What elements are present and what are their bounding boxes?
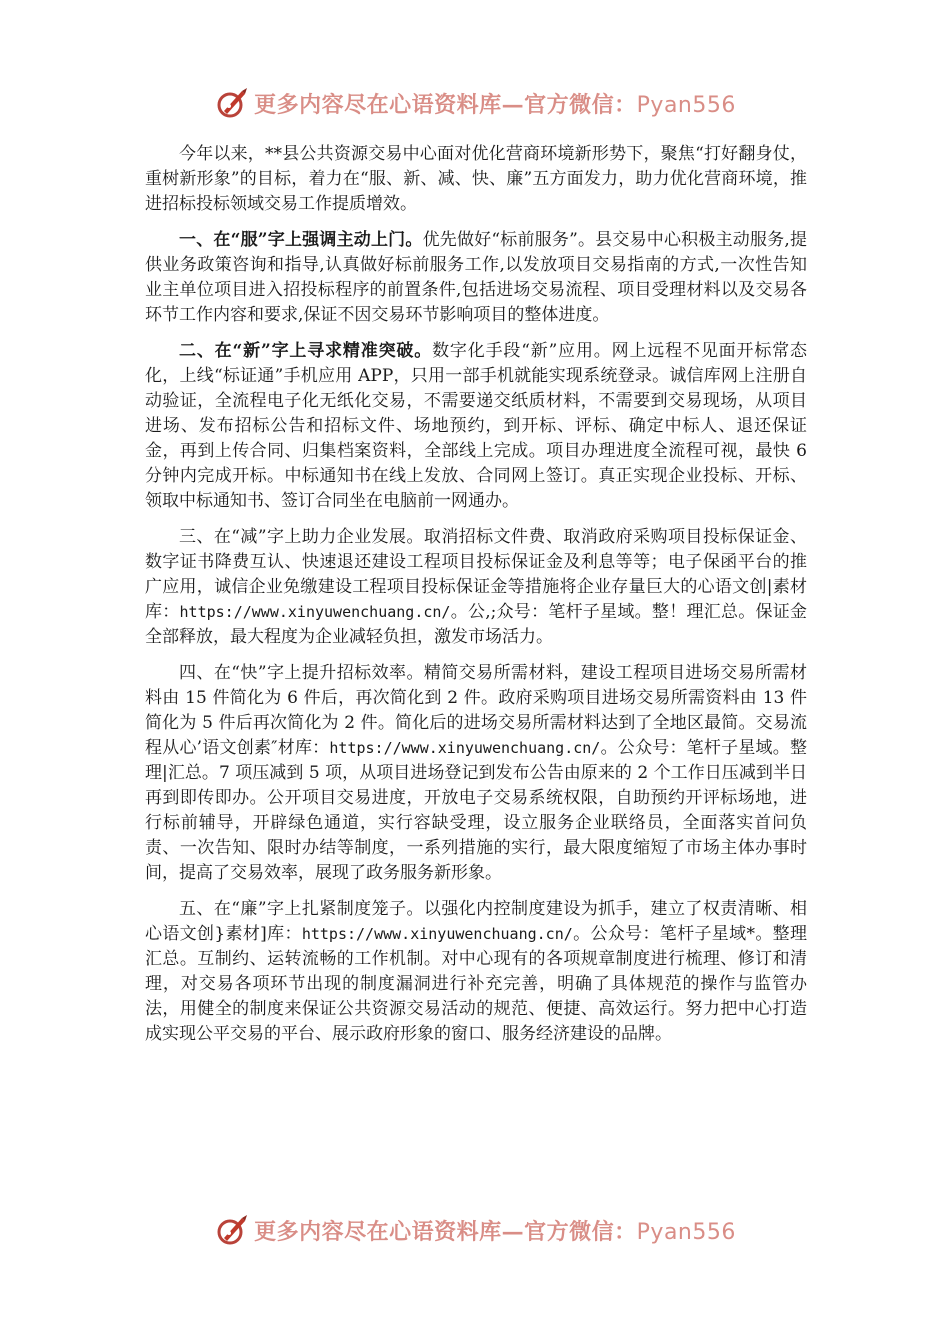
inline-url: https://www.xinyuwenchuang.cn/ bbox=[301, 925, 573, 943]
section-body: 优先做好“标前服务”。县交易中心积极主动服务,提供业务政策咨询和指导,认真做好标前服务工作,以发放项目交易指南的方式,一次性告知业主单位项目进入招投标程序的前置条件,包括进场交易流程、项目受理材料以及交易各环节工作内容和要求,保证不因交易环节影响项目的整体进度。 bbox=[145, 230, 807, 325]
section-body-part: 四、在“快”字上提升招标效率。精简交易所需材料，建设工程项目进场交易所需材料由 15 件简化为 6 件后，再次简化到 2 件。政府采购项目进场交易所需资料由 13 件简化为 5 件后再次简化为 2 件。简化后的进场交易所需材料达到了全地区最简。交易流程从心’语文创素″材库： bbox=[145, 663, 807, 758]
watermark-wechat-id: Pyan556 bbox=[636, 92, 736, 118]
watermark-wechat-label: 官方微信： bbox=[524, 91, 637, 118]
section-body-part: 五、在“廉”字上扎紧制度笼子。以强化内控制度建设为抓手，建立了权责清晰、相心语文创}素材]库： bbox=[145, 899, 807, 944]
watermark-dash: — bbox=[501, 91, 525, 118]
intro-paragraph: 今年以来，**县公共资源交易中心面对优化营商环境新形势下，聚焦“打好翻身仗，重树新形象”的目标，着力在“服、新、减、快、廉”五方面发力，助力优化营商环境，推进招标投标领域交易工作提质增效。 bbox=[145, 144, 807, 214]
section-heading: 一、在“服”字上强调主动上门。 bbox=[179, 230, 423, 250]
watermark-text bbox=[254, 1215, 736, 1246]
inline-url: https://www.xinyuwenchuang.cn/ bbox=[179, 603, 451, 621]
section-paragraph-xin bbox=[145, 339, 807, 514]
section-paragraph-kuai bbox=[145, 661, 807, 886]
section-paragraph-jian bbox=[145, 525, 807, 650]
watermark-wechat-label: 官方微信： bbox=[524, 1218, 637, 1245]
watermark-banner-top bbox=[0, 83, 950, 123]
watermark-wechat-id: Pyan556 bbox=[636, 1219, 736, 1245]
watermark-banner-bottom bbox=[0, 1210, 950, 1250]
section-body: 数字化手段“新”应用。网上远程不见面开标常态化，上线“标证通”手机应用 APP，只用一部手机就能实现系统登录。诚信库网上注册自动验证，全流程电子化无纸化交易，不需要递交纸质材料，不需要到交易现场，从项目进场、发布招标公告和招标文件、场地预约，到开标、评标、确定中标人、退还保证金，再到上传合同、归集档案资料，全部线上完成。项目办理进度全流程可视，最快 6 分钟内完成开标。中标通知书在线上发放、合同网上签订。真正实现企业投标、开标、领取中标通知书、签订合同坐在电脑前一网通办。 bbox=[145, 341, 807, 511]
inline-url: https://www.xinyuwenchuang.cn/ bbox=[329, 739, 601, 757]
section-paragraph-lian bbox=[145, 897, 807, 1047]
section-body-part: 。公众号：笔杆子星域*。整理汇总。互制约、运转流畅的工作机制。对中心现有的各项规章制度进行梳理、修订和清理，对交易各项环节出现的制度漏洞进行补充完善，明确了具体规范的操作与监管办法，用健全的制度来保证公共资源交易活动的规范、便捷、高效运行。努力把中心打造成实现公平交易的平台、展示政府形象的窗口、服务经济建设的品牌。 bbox=[145, 924, 807, 1044]
section-body-part: 三、在“减”字上助力企业发展。取消招标文件费、取消政府采购项目投标保证金、数字证书降费互认、快速退还建设工程项目投标保证金及利息等等；电子保函平台的推广应用，诚信企业免缴建设工程项目投标保证金等措施将企业存量巨大的心语文创|素材库： bbox=[145, 527, 807, 622]
section-body-part: 。公众号：笔杆子星域。整理|汇总。7 项压减到 5 项，从项目进场登记到发布公告由原来的 2 个工作日压减到半日再到即传即办。公开项目交易进度，开放电子交易系统权限，自助预约开评标场地，进行标前辅导，开辟绿色通道，实行容缺受理，设立服务企业联络员，全面落实首问负责、一次告知、限时办结等制度，一系列措施的实行，最大限度缩短了市场主体办事时间，提高了交易效率，展现了政务服务新形象。 bbox=[145, 738, 807, 883]
pen-nib-logo-icon bbox=[214, 1212, 250, 1248]
watermark-main-text: 更多内容尽在心语资料库 bbox=[254, 91, 502, 118]
pen-nib-logo-icon bbox=[214, 85, 250, 121]
document-body bbox=[145, 142, 807, 1058]
section-heading: 二、在“新”字上寻求精准突破。 bbox=[179, 341, 433, 361]
section-paragraph-fu bbox=[145, 228, 807, 328]
watermark-dash: — bbox=[501, 1218, 525, 1245]
section-body-part: 。公,;众号：笔杆子星域。整！理汇总。保证金全部释放，最大程度为企业减轻负担，激发市场活力。 bbox=[145, 602, 807, 647]
watermark-text bbox=[254, 88, 736, 119]
watermark-main-text: 更多内容尽在心语资料库 bbox=[254, 1218, 502, 1245]
